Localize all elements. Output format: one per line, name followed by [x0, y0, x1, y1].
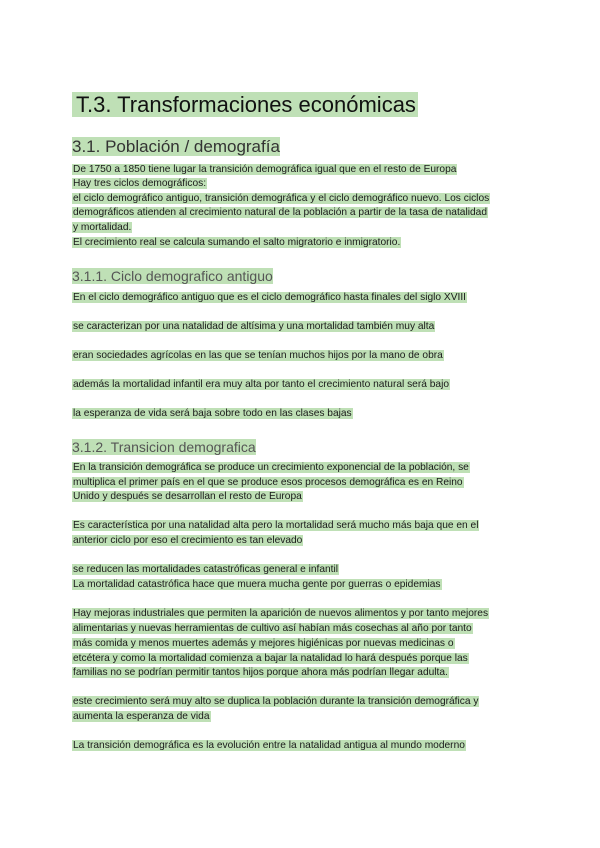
text-line-content: alimentarias y nuevas herramientas de cultivo así habían más cosechas al año por tanto	[73, 623, 472, 634]
text-line-content: eran sociedades agrícolas en las que se tenían muchos hijos por la mano de obra	[73, 350, 443, 361]
text-line-content: etcétera y como la mortalidad comienza a bajar la natalidad lo hará después porque las	[73, 653, 468, 664]
text-line	[72, 221, 132, 236]
text-line	[72, 622, 473, 637]
document-title	[72, 92, 418, 118]
text-line-content: multiplica el primer país en el que se produce esos procesos demográfica es en Reino	[73, 477, 463, 488]
text-line	[72, 291, 467, 306]
text-line-content: demográficos atienden al crecimiento natural de la población a partir de la tasa de natalidad	[73, 207, 487, 218]
section-heading-3-1-2	[72, 439, 256, 456]
text-line-content: y mortalidad.	[73, 222, 132, 233]
text-line-content: La transición demográfica es la evolución entre la natalidad antigua al mundo moderno	[73, 740, 465, 751]
text-line-content: En la transición demográfica se produce un crecimiento exponencial de la población, se	[73, 462, 469, 473]
section-heading-3-1-1	[72, 268, 273, 285]
text-line-content: este crecimiento será muy alto se duplica la población durante la transición demográfica y	[73, 696, 479, 707]
text-line-content: se caracterizan por una natalidad de altísima y una mortalidad también muy alta	[73, 321, 435, 332]
text-line	[72, 490, 303, 505]
text-line	[72, 534, 303, 549]
text-line	[72, 476, 464, 491]
document-title-text: T.3. Transformaciones económicas	[72, 92, 418, 117]
text-line	[72, 607, 489, 622]
text-line-content: aumenta la esperanza de vida	[73, 711, 210, 722]
text-line-content: Unido y después se desarrollan el resto de Europa	[73, 491, 302, 502]
text-line	[72, 710, 211, 725]
text-line-content: la esperanza de vida será baja sobre todo en las clases bajas	[73, 408, 352, 419]
text-line-content: En el ciclo demográfico antiguo que es el ciclo demográfico hasta finales del siglo XVIII	[73, 292, 467, 303]
text-line	[72, 519, 479, 534]
text-line	[72, 378, 450, 393]
text-line-content: familias no se podrían permitir tantos hijos porque ahora más podrían llegar adulta.	[73, 667, 448, 678]
section-heading-3-1-2-text: 3.1.2. Transicion demografica	[72, 439, 256, 455]
text-line	[72, 206, 488, 221]
section-heading-3-1-text: 3.1. Población / demografía	[72, 137, 280, 156]
text-line-content: Hay tres ciclos demográficos:	[73, 178, 207, 189]
section-heading-3-1-1-text: 3.1.1. Ciclo demografico antiguo	[72, 268, 273, 284]
text-line-content: La mortalidad catastrófica hace que muera mucha gente por guerras o epidemias	[73, 579, 441, 590]
text-line-content: más comida y menos muertes además y mejores higiénicas por nuevas medicinas o	[73, 638, 454, 649]
text-line-content: anterior ciclo por eso el crecimiento es tan elevado	[73, 535, 303, 546]
text-line	[72, 163, 457, 178]
text-line-content: además la mortalidad infantil era muy alta por tanto el crecimiento natural será bajo	[73, 379, 450, 390]
text-line-content: De 1750 a 1850 tiene lugar la transición demográfica igual que en el resto de Europa	[73, 164, 457, 175]
text-line	[72, 666, 449, 681]
text-line	[72, 349, 444, 364]
text-line	[72, 637, 455, 652]
text-line	[72, 652, 469, 667]
text-line	[72, 236, 401, 251]
text-line-content: Hay mejoras industriales que permiten la aparición de nuevos alimentos y por tanto mejores	[73, 608, 489, 619]
text-line	[72, 739, 466, 754]
text-line-content: se reducen las mortalidades catastróficas general e infantil	[73, 564, 339, 575]
text-line	[72, 177, 207, 192]
text-line	[72, 563, 339, 578]
text-line	[72, 192, 490, 207]
text-line-content: el ciclo demográfico antiguo, transición demográfica y el ciclo demográfico nuevo. Los ciclos	[73, 193, 490, 204]
text-line-content: El crecimiento real se calcula sumando el salto migratorio e inmigratorio.	[73, 237, 401, 248]
text-line	[72, 461, 470, 476]
text-line	[72, 407, 353, 422]
text-line	[72, 695, 479, 710]
text-line	[72, 578, 442, 593]
text-line	[72, 320, 435, 335]
text-line-content: Es característica por una natalidad alta pero la mortalidad será mucho más baja que en el	[73, 520, 479, 531]
section-heading-3-1	[72, 137, 280, 157]
